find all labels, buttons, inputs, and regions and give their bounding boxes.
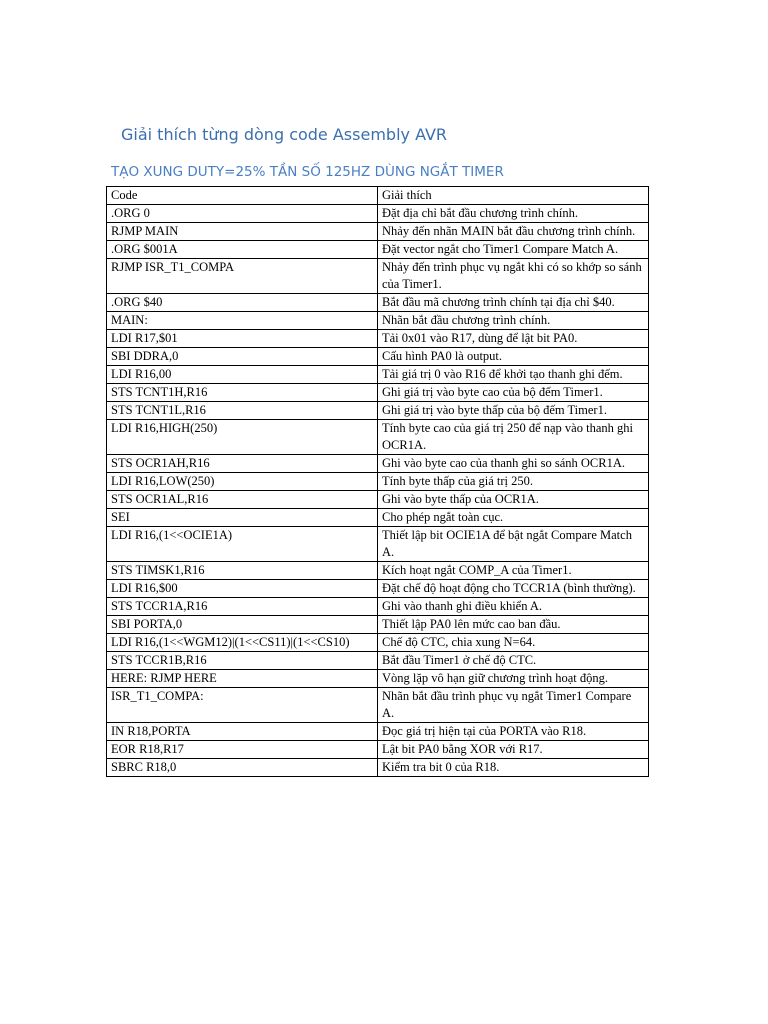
- table-row: [107, 688, 649, 723]
- table-row: [107, 670, 649, 688]
- code-cell: SBRC R18,0: [107, 759, 378, 777]
- code-cell: LDI R16,$00: [107, 580, 378, 598]
- explanation-cell: Nhảy đến nhãn MAIN bắt đầu chương trình chính.: [378, 223, 649, 241]
- explanation-cell: Đặt địa chỉ bắt đầu chương trình chính.: [378, 205, 649, 223]
- table-row: [107, 455, 649, 473]
- code-cell: RJMP ISR_T1_COMPA: [107, 259, 378, 294]
- table-row: [107, 741, 649, 759]
- explanation-cell: Tính byte thấp của giá trị 250.: [378, 473, 649, 491]
- code-cell: SBI PORTA,0: [107, 616, 378, 634]
- table-row: [107, 366, 649, 384]
- explanation-cell: Bắt đầu Timer1 ở chế độ CTC.: [378, 652, 649, 670]
- code-cell: LDI R16,00: [107, 366, 378, 384]
- explanation-cell: Ghi giá trị vào byte thấp của bộ đếm Timer1.: [378, 402, 649, 420]
- code-cell: EOR R18,R17: [107, 741, 378, 759]
- table-row: [107, 205, 649, 223]
- code-cell: STS TCNT1L,R16: [107, 402, 378, 420]
- explanation-cell: Ghi giá trị vào byte cao của bộ đếm Timer1.: [378, 384, 649, 402]
- code-cell: HERE: RJMP HERE: [107, 670, 378, 688]
- code-cell: STS TCNT1H,R16: [107, 384, 378, 402]
- code-cell: IN R18,PORTA: [107, 723, 378, 741]
- code-cell: LDI R16,(1<<OCIE1A): [107, 527, 378, 562]
- explanation-cell: Nhãn bắt đầu trình phục vụ ngắt Timer1 Compare A.: [378, 688, 649, 723]
- table-row: [107, 473, 649, 491]
- explanation-cell: Vòng lặp vô hạn giữ chương trình hoạt động.: [378, 670, 649, 688]
- explanation-cell: Nhãn bắt đầu chương trình chính.: [378, 312, 649, 330]
- table-row: [107, 634, 649, 652]
- explanation-cell: Ghi vào byte thấp của OCR1A.: [378, 491, 649, 509]
- code-cell: STS TCCR1B,R16: [107, 652, 378, 670]
- explanation-cell: Đặt chế độ hoạt động cho TCCR1A (bình thường).: [378, 580, 649, 598]
- explanation-cell: Thiết lập bit OCIE1A để bật ngắt Compare Match A.: [378, 527, 649, 562]
- explanation-cell: Thiết lập PA0 lên mức cao ban đầu.: [378, 616, 649, 634]
- table-row: [107, 562, 649, 580]
- explanation-cell: Tải giá trị 0 vào R16 để khởi tạo thanh ghi đếm.: [378, 366, 649, 384]
- code-cell: LDI R16,LOW(250): [107, 473, 378, 491]
- code-cell: STS TCCR1A,R16: [107, 598, 378, 616]
- explanation-cell: Bắt đầu mã chương trình chính tại địa chỉ $40.: [378, 294, 649, 312]
- table-header-row: [107, 187, 649, 205]
- table-row: [107, 491, 649, 509]
- explanation-cell: Tính byte cao của giá trị 250 để nạp vào thanh ghi OCR1A.: [378, 420, 649, 455]
- code-cell: ISR_T1_COMPA:: [107, 688, 378, 723]
- code-cell: SEI: [107, 509, 378, 527]
- explanation-cell: Đặt vector ngắt cho Timer1 Compare Match A.: [378, 241, 649, 259]
- table-row: [107, 420, 649, 455]
- table-row: [107, 348, 649, 366]
- code-table: [106, 186, 649, 777]
- explanation-cell: Kích hoạt ngắt COMP_A của Timer1.: [378, 562, 649, 580]
- table-row: [107, 652, 649, 670]
- code-cell: LDI R17,$01: [107, 330, 378, 348]
- explanation-cell: Lật bit PA0 bằng XOR với R17.: [378, 741, 649, 759]
- table-row: [107, 384, 649, 402]
- table-row: [107, 527, 649, 562]
- header-code: Code: [107, 187, 378, 205]
- code-cell: .ORG $001A: [107, 241, 378, 259]
- code-cell: SBI DDRA,0: [107, 348, 378, 366]
- table-row: [107, 598, 649, 616]
- table-row: [107, 241, 649, 259]
- explanation-cell: Cho phép ngắt toàn cục.: [378, 509, 649, 527]
- header-explanation: Giải thích: [378, 187, 649, 205]
- explanation-cell: Ghi vào byte cao của thanh ghi so sánh OCR1A.: [378, 455, 649, 473]
- explanation-cell: Nhảy đến trình phục vụ ngắt khi có so khớp so sánh của Timer1.: [378, 259, 649, 294]
- table-row: [107, 509, 649, 527]
- table-row: [107, 223, 649, 241]
- section-heading: TẠO XUNG DUTY=25% TẦN SỐ 125HZ DÙNG NGẮT TIMER: [111, 164, 504, 180]
- table-row: [107, 294, 649, 312]
- table-row: [107, 259, 649, 294]
- code-cell: STS OCR1AH,R16: [107, 455, 378, 473]
- explanation-cell: Tải 0x01 vào R17, dùng để lật bit PA0.: [378, 330, 649, 348]
- code-cell: LDI R16,(1<<WGM12)|(1<<CS11)|(1<<CS10): [107, 634, 378, 652]
- table-row: [107, 616, 649, 634]
- code-cell: .ORG 0: [107, 205, 378, 223]
- table-row: [107, 312, 649, 330]
- code-cell: .ORG $40: [107, 294, 378, 312]
- explanation-cell: Cấu hình PA0 là output.: [378, 348, 649, 366]
- table-body: [107, 205, 649, 777]
- explanation-cell: Đọc giá trị hiện tại của PORTA vào R18.: [378, 723, 649, 741]
- table-row: [107, 580, 649, 598]
- code-cell: STS OCR1AL,R16: [107, 491, 378, 509]
- explanation-cell: Kiểm tra bit 0 của R18.: [378, 759, 649, 777]
- explanation-cell: Ghi vào thanh ghi điều khiển A.: [378, 598, 649, 616]
- page-title: Giải thích từng dòng code Assembly AVR: [121, 125, 448, 144]
- table-row: [107, 330, 649, 348]
- code-cell: LDI R16,HIGH(250): [107, 420, 378, 455]
- code-cell: RJMP MAIN: [107, 223, 378, 241]
- explanation-cell: Chế độ CTC, chia xung N=64.: [378, 634, 649, 652]
- code-cell: MAIN:: [107, 312, 378, 330]
- table-row: [107, 723, 649, 741]
- table-row: [107, 759, 649, 777]
- code-cell: STS TIMSK1,R16: [107, 562, 378, 580]
- table-row: [107, 402, 649, 420]
